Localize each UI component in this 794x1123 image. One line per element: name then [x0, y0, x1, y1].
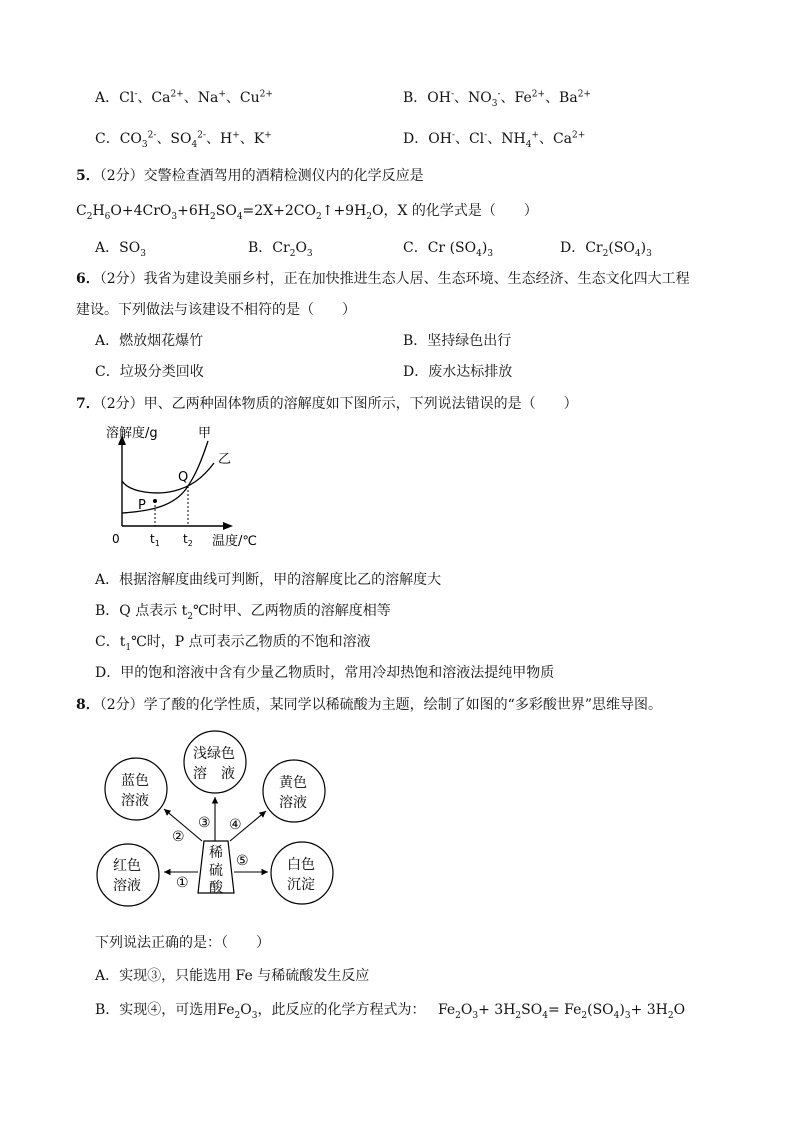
mind-map-diagram — [92, 725, 352, 925]
label-jia: 甲 — [198, 426, 212, 441]
x-axis-label: 温度/℃ — [212, 534, 257, 549]
q8-option-a: A．实现③，只能选用 Fe 与稀硫酸发生反应 — [95, 968, 370, 984]
q4-option-b: B．OH-、$NO_3^-$、$Fe^{2+}$、$Ba^{2+}$ — [403, 89, 591, 109]
q6-option-a: A．燃放烟花爆竹 — [95, 333, 204, 349]
bubble-blue-text-2: 溶液 — [121, 793, 149, 809]
q6-stem-line1: 6．（2分）我省为建设美丽乡村，正在加快推进生态人居、生态环境、生态经济、生态文化四大工程 — [76, 271, 690, 287]
q6-stem-line2: 建设。下列做法与该建设不相符的是（ ） — [76, 302, 356, 318]
bubble-yellow-text-1: 黄色 — [279, 775, 307, 791]
t1-label: $t_1$ — [150, 532, 160, 548]
point-p — [153, 499, 157, 503]
q4-option-c: C．$CO_3^{2-}$、$SO_4^{2-}$、H+、K+ — [95, 130, 272, 150]
q7-option-d: D．甲的饱和溶液中含有少量乙物质时，常用冷却热饱和溶液法提纯甲物质 — [95, 665, 555, 681]
bubble-yellow-solution — [263, 760, 325, 822]
bubble-blue-solution — [105, 758, 167, 820]
q4-option-d: D．OH-、Cl-、$NH_4^+$、$Ca^{2+}$ — [403, 130, 586, 150]
q5-stem: 5．（2分）交警检查酒驾用的酒精检测仪内的化学反应是 — [76, 168, 424, 184]
bubble-white-text-1: 白色 — [287, 857, 315, 873]
label-q: Q — [178, 470, 189, 485]
q5-equation: $C_2H_6O+4CrO_3+6H_2SO_4=2X+2CO_2↑+9H_2O$，X 的化学式是（ ） — [76, 203, 538, 222]
bubble-red-solution — [97, 844, 159, 906]
q8-prompt: 下列说法正确的是：（ ） — [95, 935, 270, 951]
q8-stem: 8．（2分）学了酸的化学性质，某同学以稀硫酸为主题，绘制了如图的“多彩酸世界”思维导图。 — [76, 697, 662, 713]
label-p: P — [138, 498, 146, 513]
origin-label: 0 — [112, 532, 120, 546]
bubble-lightgreen-text-1: 浅绿色 — [193, 746, 235, 762]
bubble-red-text-1: 红色 — [113, 858, 141, 874]
center-char-3: 酸 — [209, 880, 223, 896]
q6-option-d: D．废水达标排放 — [403, 364, 513, 380]
q7-option-a: A．根据溶解度曲线可判断，甲的溶解度比乙的溶解度大 — [95, 572, 442, 588]
q8-option-b: B．实现④，可选用$Fe_2O_3$，此反应的化学方程式为： $Fe_2O_3+ 3H_2SO_4= Fe_2(SO_4)_3+ 3H_2O$ — [95, 1002, 686, 1021]
x-axis-arrow — [223, 522, 233, 530]
number-5: ⑤ — [236, 853, 249, 869]
bubble-yellow-text-2: 溶液 — [279, 795, 307, 811]
bubble-red-text-2: 溶液 — [113, 878, 141, 894]
number-4: ④ — [229, 817, 242, 833]
q8-option-b-equation: $Fe_2O_3+ 3H_2SO_4= Fe_2(SO_4)_3+ 3H_2O$ — [437, 1002, 686, 1021]
q6-option-b: B．坚持绿色出行 — [403, 333, 512, 349]
q7-stem: 7．（2分）甲、乙两种固体物质的溶解度如下图所示，下列说法错误的是（ ） — [76, 396, 578, 412]
center-char-1: 稀 — [209, 845, 223, 861]
q5-option-b: B．$Cr_2O_3$ — [248, 240, 313, 259]
q7-option-c: C．$t_1℃$时，P 点可表示乙物质的不饱和溶液 — [95, 634, 371, 653]
q5-option-a: A．$SO_3$ — [95, 240, 146, 259]
bubble-lightgreen-solution — [184, 731, 246, 793]
number-1: ① — [176, 875, 189, 891]
curve-jia — [122, 441, 208, 513]
number-3: ③ — [198, 815, 211, 831]
t2-label: $t_2$ — [183, 532, 193, 548]
bubble-white-precipitate — [271, 842, 333, 904]
q4-option-a: A．Cl-、$Ca^{2+}$、Na+、$Cu^{2+}$ — [95, 89, 273, 106]
q5-option-c: C．Cr $(SO_4)_3$ — [403, 240, 494, 259]
center-char-2: 硫 — [209, 863, 223, 879]
q6-option-c: C．垃圾分类回收 — [95, 364, 204, 380]
y-axis-label: 溶解度/g — [106, 426, 158, 441]
bubble-blue-text-1: 蓝色 — [121, 773, 149, 789]
bubble-white-text-2: 沉淀 — [287, 877, 315, 893]
bubble-lightgreen-text-2: 溶 液 — [193, 766, 235, 782]
solubility-curve-figure — [102, 423, 282, 553]
label-yi: 乙 — [218, 452, 232, 467]
curve-yi — [122, 463, 214, 493]
q7-option-b: B．Q 点表示 $t_2℃$时甲、乙两物质的溶解度相等 — [95, 603, 391, 622]
number-2: ② — [172, 829, 185, 845]
q5-option-d: D．$Cr_2(SO_4)_3$ — [560, 240, 652, 259]
